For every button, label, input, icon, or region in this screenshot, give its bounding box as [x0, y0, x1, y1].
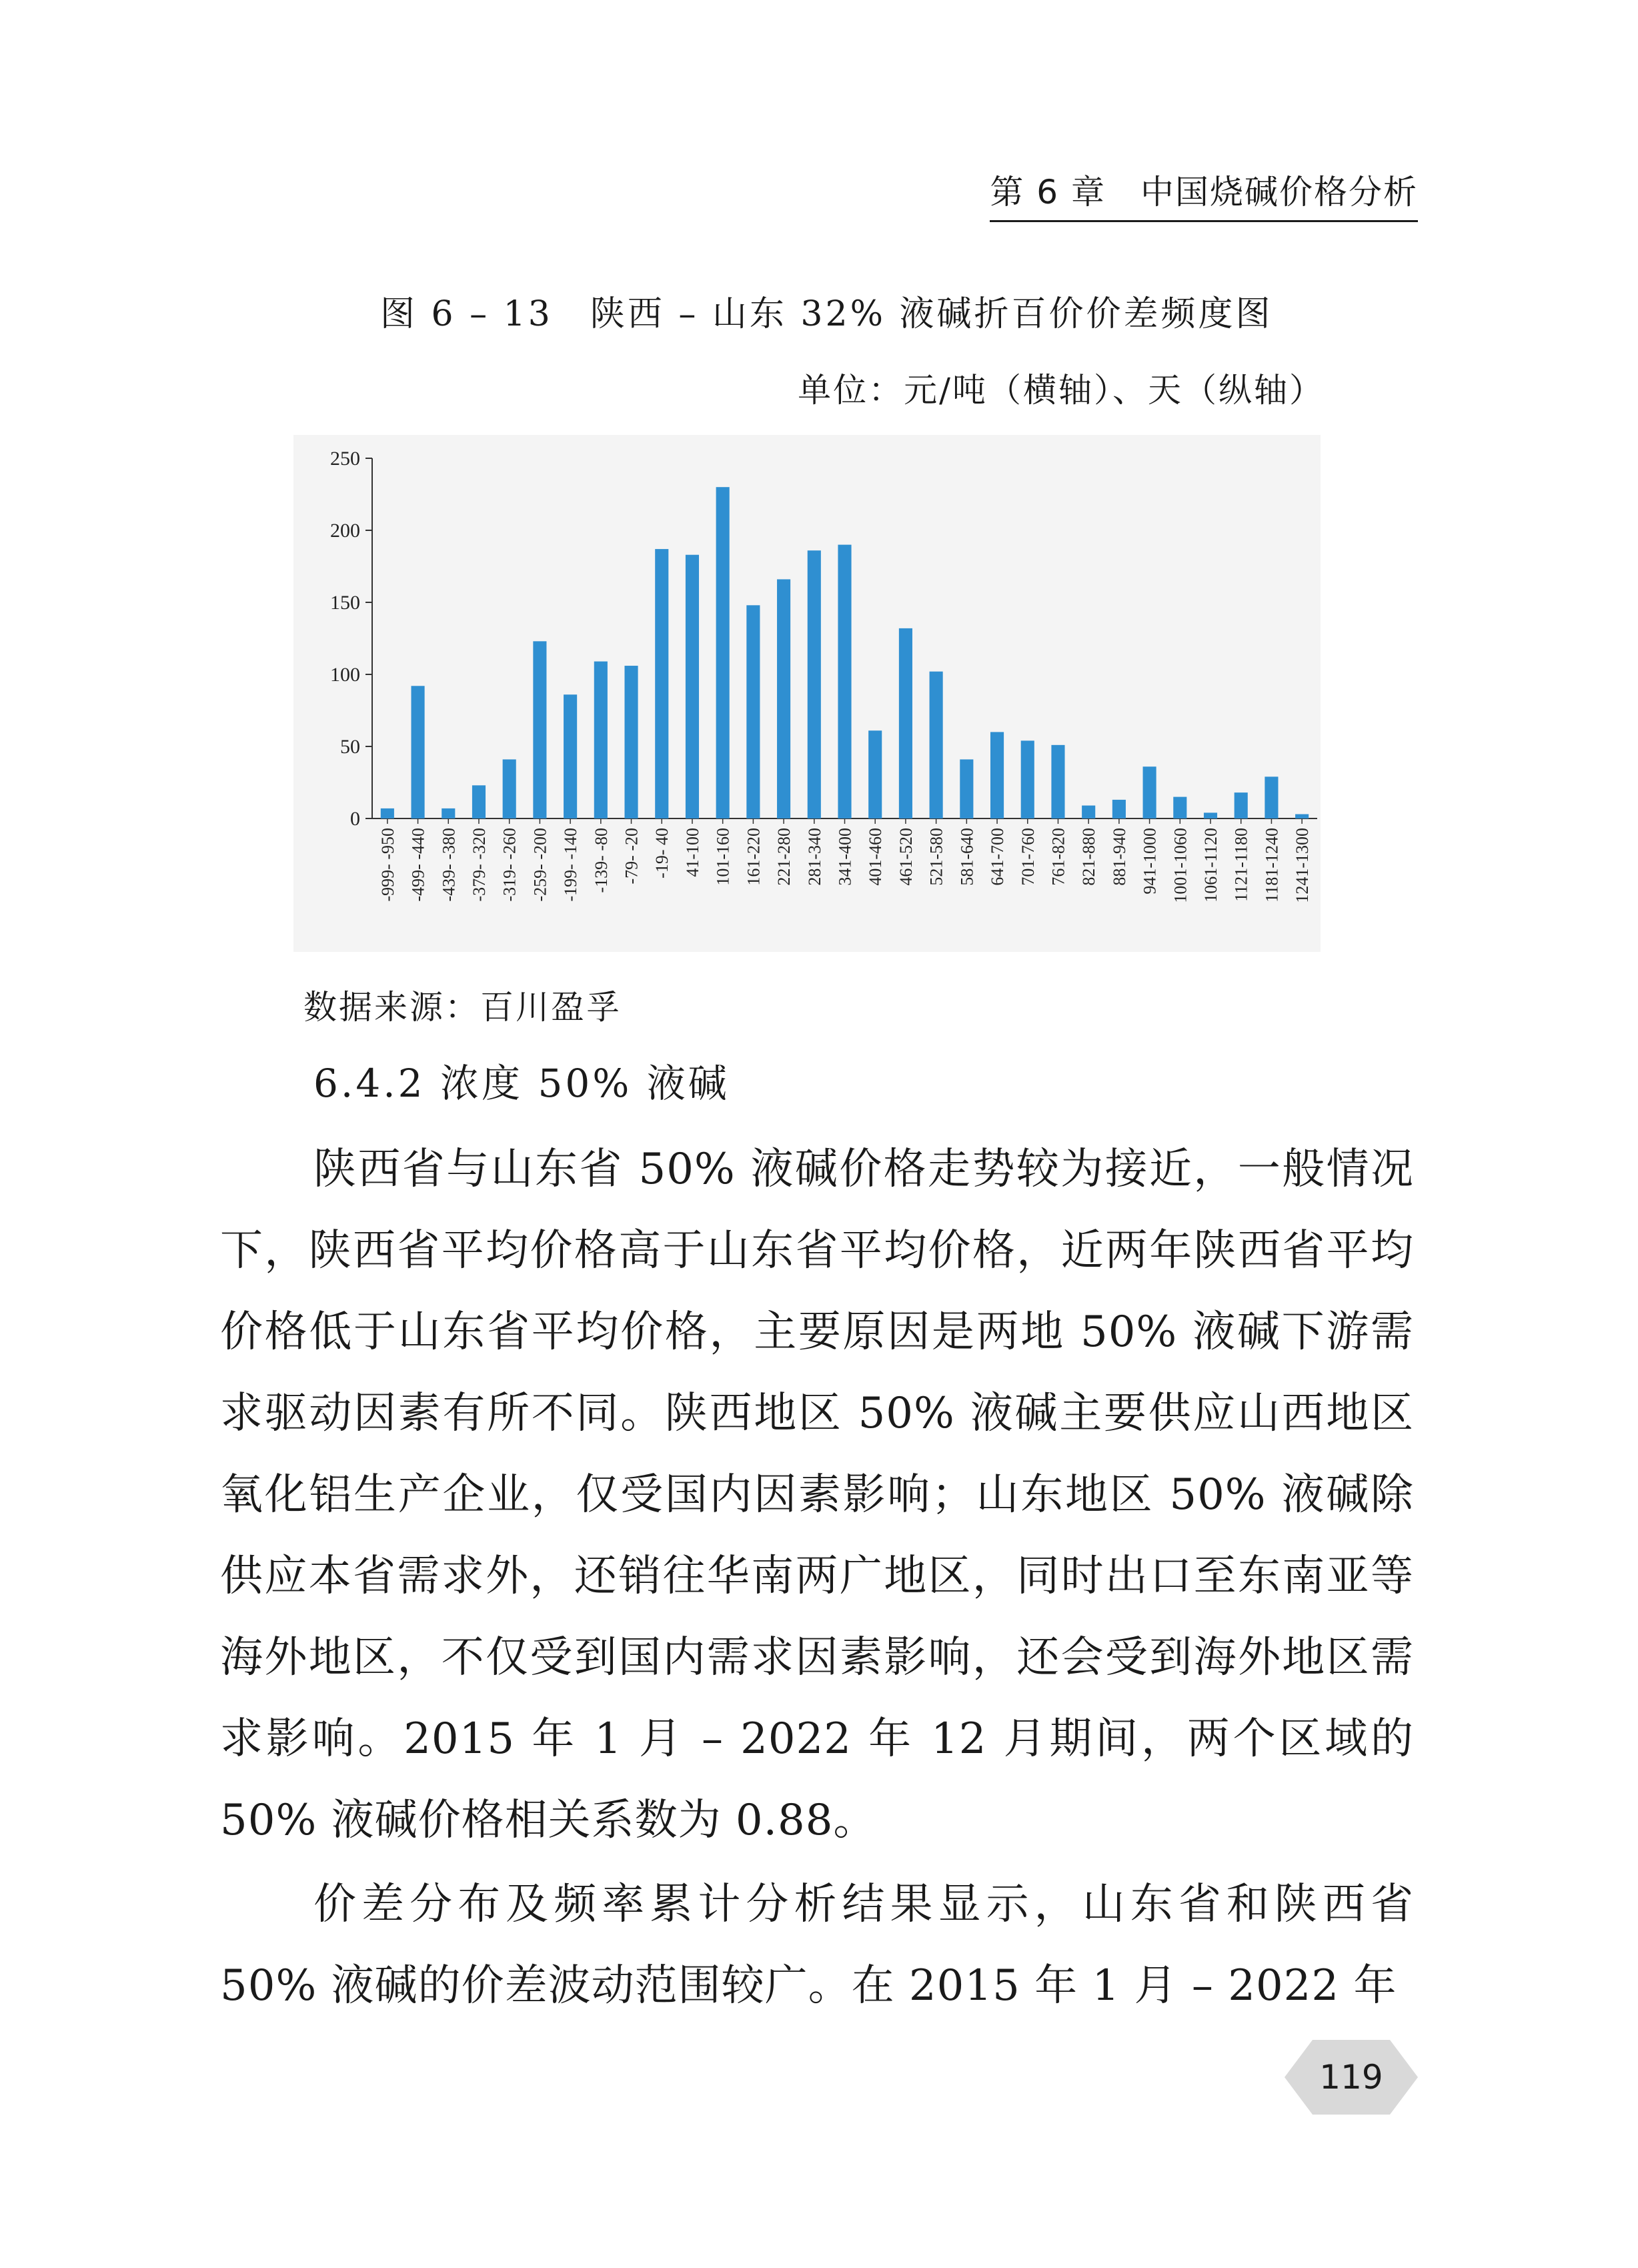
- x-tick-label: -379- -320: [469, 828, 489, 902]
- x-tick-label: 41-100: [682, 828, 702, 877]
- figure-title: 图 6 – 13 陕西 – 山东 32% 液碱折百价价差频度图: [380, 294, 1273, 334]
- bar: [1235, 792, 1248, 818]
- x-tick-label: 461-520: [896, 828, 916, 886]
- bar: [868, 730, 882, 818]
- x-tick-label: 581-640: [957, 828, 977, 886]
- x-tick-label: -79- -20: [622, 828, 642, 885]
- page-number-badge: [1285, 2040, 1418, 2115]
- bar: [746, 605, 760, 818]
- bar: [533, 641, 546, 818]
- x-tick-label: -439- -380: [439, 828, 459, 902]
- bar: [899, 628, 912, 818]
- bar: [1173, 797, 1186, 818]
- bar: [960, 759, 973, 818]
- bar: [503, 759, 516, 818]
- bar: [1112, 800, 1126, 818]
- x-tick-label: 701-760: [1018, 828, 1038, 886]
- bar: [808, 550, 821, 818]
- bar: [777, 579, 790, 818]
- x-tick-label: 521-580: [926, 828, 946, 886]
- x-tick-label: 1001-1060: [1170, 828, 1190, 903]
- x-tick-label: 401-460: [866, 828, 886, 886]
- bar: [1143, 766, 1156, 818]
- figure-unit: 单位：元/吨（横轴）、天（纵轴）: [798, 371, 1325, 410]
- y-tick-label: 250: [330, 448, 360, 470]
- y-tick-label: 100: [330, 664, 360, 686]
- x-tick-label: 221-280: [774, 828, 794, 886]
- bar: [838, 545, 851, 818]
- x-tick-label: -999- -950: [377, 828, 397, 902]
- x-tick-label: 341-400: [835, 828, 855, 886]
- bar: [442, 808, 455, 818]
- body-paragraph-1: 陕西省与山东省 50% 液碱价格走势较为接近，一般情况下，陕西省平均价格高于山东省平均价格，近两年陕西省平均价格低于山东省平均价格，主要原因是两地 50% 液碱下游需求驱动因素有所不同。陕西地区 50% 液碱主要供应山西地区氧化铝生产企业，仅受国内因素影响；山东地区 50% 液碱除供应本省需求外，还销往华南两广地区，同时出口至东南亚等海外地区，不仅受到国内需求因素影响，还会受到海外地区需求影响。2015 年 1 月 – 2022 年 12 月期间，两个区域的 50% 液碱价格相关系数为 0.88。: [220, 1145, 1414, 1845]
- bar: [1295, 814, 1309, 818]
- body-paragraph-2: 价差分布及频率累计分析结果显示，山东省和陕西省 50% 液碱的价差波动范围较广。在 2015 年 1 月 – 2022 年: [220, 1880, 1414, 2011]
- x-tick-label: 761-820: [1048, 828, 1068, 886]
- bar: [564, 694, 577, 818]
- x-tick-label: 821-880: [1079, 828, 1099, 886]
- x-tick-label: 941-1000: [1140, 828, 1160, 895]
- x-tick-label: -139- -80: [591, 828, 611, 893]
- x-tick-label: 281-340: [804, 828, 824, 886]
- y-tick-label: 200: [330, 520, 360, 542]
- x-tick-label: 641-700: [988, 828, 1008, 886]
- bar: [412, 686, 425, 818]
- x-tick-label: 161-220: [744, 828, 764, 886]
- bar: [655, 549, 668, 818]
- y-tick-label: 50: [340, 736, 360, 758]
- x-tick-label: 1121-1180: [1231, 828, 1251, 902]
- x-tick-label: 881-940: [1109, 828, 1129, 886]
- figure-source: 数据来源：百川盈孚: [303, 988, 622, 1027]
- x-tick-label: -19- 40: [652, 828, 672, 879]
- bar: [1265, 776, 1278, 818]
- x-tick-label: 1241-1300: [1293, 828, 1313, 903]
- bar: [1082, 806, 1095, 818]
- page-number: 119: [1319, 2058, 1383, 2097]
- x-tick-label: -259- -200: [530, 828, 550, 902]
- bar: [624, 666, 638, 818]
- bar: [1051, 745, 1064, 818]
- bar: [1204, 812, 1217, 818]
- bar: [686, 555, 699, 818]
- chart-svg: [293, 435, 1321, 952]
- bar: [990, 732, 1004, 818]
- bar-chart: [293, 435, 1321, 952]
- x-tick-label: 1181-1240: [1262, 828, 1282, 903]
- bar: [472, 785, 486, 818]
- bar: [1021, 740, 1034, 818]
- section-heading: 6.4.2 浓度 50% 液碱: [313, 1061, 730, 1106]
- x-tick-label: -199- -140: [561, 828, 581, 902]
- y-tick-label: 0: [350, 808, 360, 830]
- bar: [594, 662, 608, 818]
- x-tick-label: -319- -260: [500, 828, 520, 902]
- x-tick-label: 1061-1120: [1201, 828, 1221, 903]
- bar: [381, 808, 394, 818]
- bar: [930, 672, 943, 818]
- bar: [716, 487, 730, 818]
- y-tick-label: 150: [330, 592, 360, 614]
- running-head: 第 6 章 中国烧碱价格分析: [990, 165, 1418, 222]
- x-tick-label: 101-160: [713, 828, 733, 886]
- x-tick-label: -499- -440: [408, 828, 428, 902]
